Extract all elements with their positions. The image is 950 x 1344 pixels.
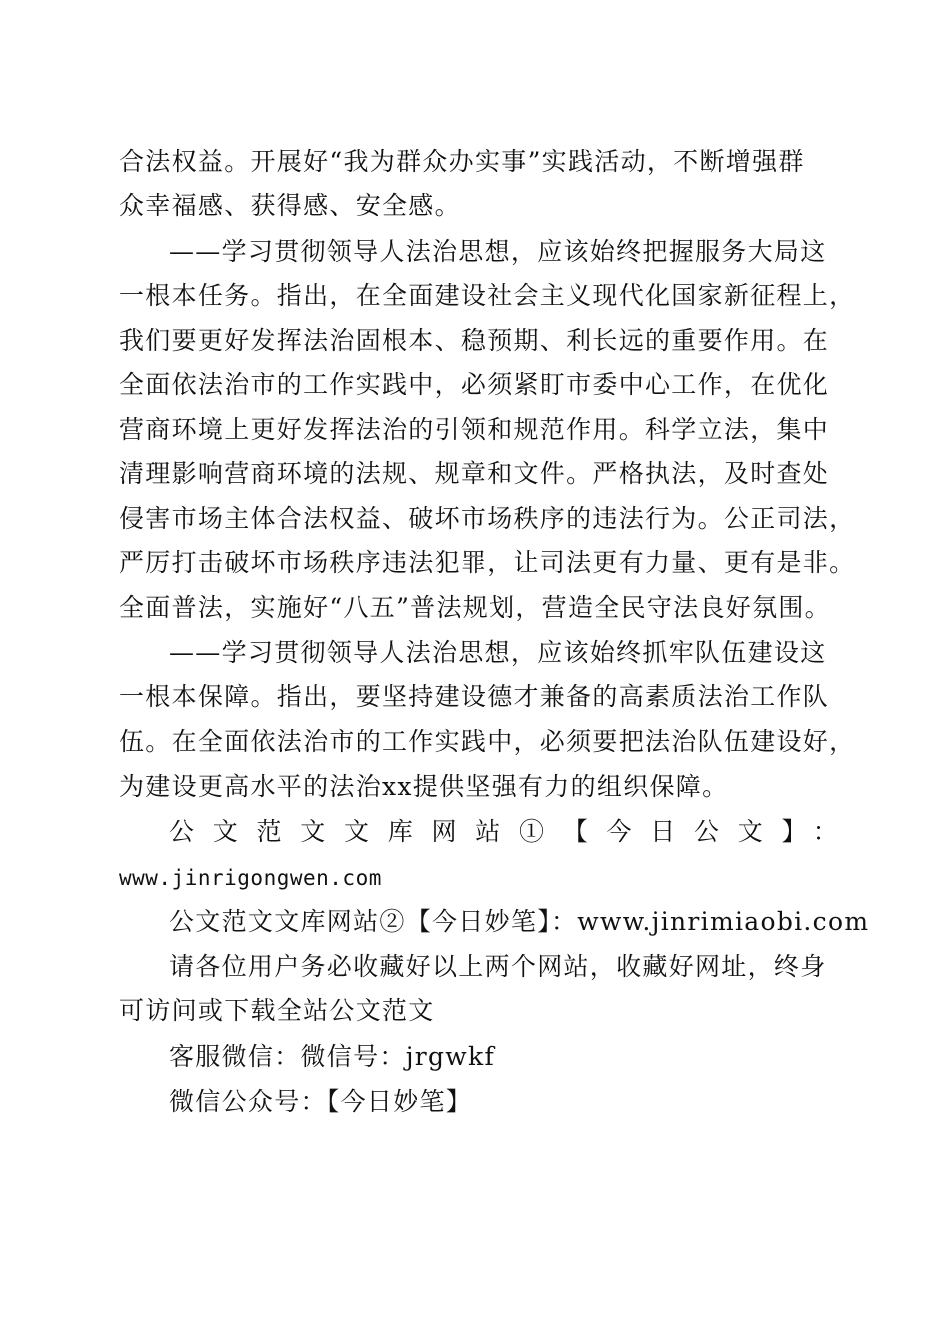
site1-label: 公文范文文库网站①【今日公文】：	[169, 817, 839, 846]
site1-url[interactable]: www.jinrigongwen.com	[119, 866, 382, 890]
body-line-1: 合法权益。开展好“我为群众办实事”实践活动，不断增强群	[119, 147, 805, 176]
body-line-11: 全面普法，实施好“八五”普法规划，营造全民守法良好氛围。	[119, 593, 831, 622]
wechat-service: 客服微信：微信号：jrgwkf	[169, 1042, 496, 1071]
body-line-13: 一根本保障。指出，要坚持建设德才兼备的高素质法治工作队	[119, 682, 830, 711]
body-line-14: 伍。在全面依法治市的工作实践中，必须要把法治队伍建设好，	[119, 727, 856, 756]
notice-line-1: 请各位用户务必收藏好以上两个网站，收藏好网址，终身	[169, 952, 827, 981]
site2-line: 公文范文文库网站②【今日妙笔】：www.jinrimiaobi.com	[169, 907, 870, 936]
wechat-public: 微信公众号：【今日妙笔】	[169, 1087, 473, 1116]
body-line-5: 我们要更好发挥法治固根本、稳预期、利长远的重要作用。在	[119, 326, 830, 355]
body-line-10: 严厉打击破坏市场秩序违法犯罪，让司法更有力量、更有是非。	[119, 548, 856, 577]
body-line-15: 为建设更高水平的法治xx提供坚强有力的组织保障。	[119, 772, 729, 801]
body-line-4: 一根本任务。指出，在全面建设社会主义现代化国家新征程上，	[119, 281, 856, 310]
body-line-3: ——学习贯彻领导人法治思想，应该始终把握服务大局这	[169, 237, 827, 266]
body-line-9: 侵害市场主体合法权益、破坏市场秩序的违法行为。公正司法，	[119, 504, 856, 533]
notice-line-2: 可访问或下载全站公文范文	[119, 996, 435, 1025]
body-line-2: 众幸福感、获得感、安全感。	[119, 191, 461, 220]
body-line-6: 全面依法治市的工作实践中，必须紧盯市委中心工作，在优化	[119, 370, 830, 399]
body-line-8: 清理影响营商环境的法规、规章和文件。严格执法，及时查处	[119, 459, 830, 488]
body-line-12: ——学习贯彻领导人法治思想，应该始终抓牢队伍建设这	[169, 638, 827, 667]
body-line-7: 营商环境上更好发挥法治的引领和规范作用。科学立法，集中	[119, 415, 830, 444]
